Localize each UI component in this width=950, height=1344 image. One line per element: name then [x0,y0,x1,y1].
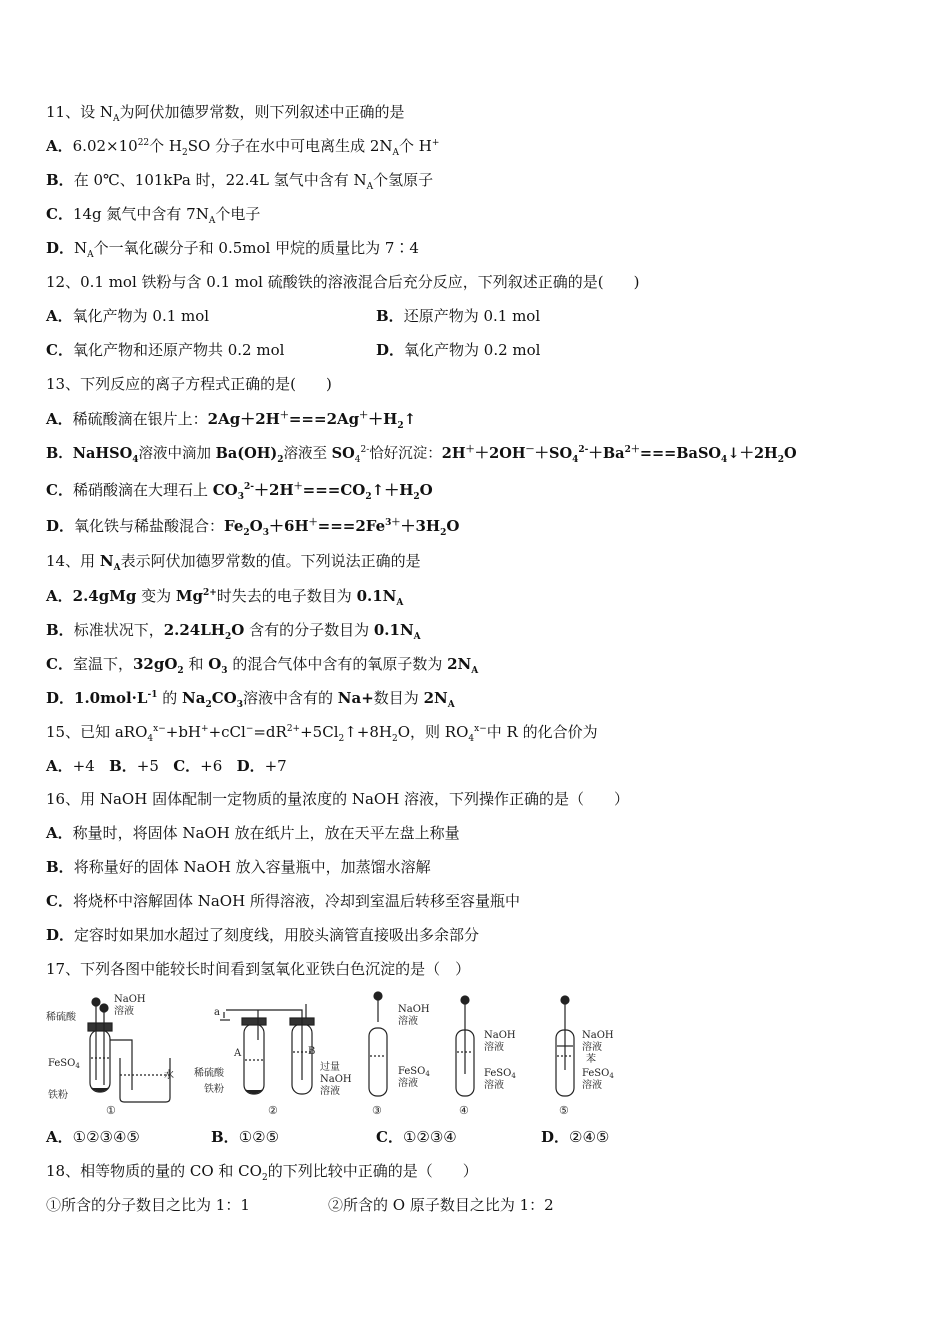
q12-option-d: D．氧化产物为 0.2 mol [376,341,541,359]
f5-sol-label: 溶液 [582,1042,602,1053]
f2-excess-label: 过量 [320,1062,340,1073]
q18-item-1: ①所含的分子数目之比为 1：1 [46,1196,250,1214]
q12-option-b: B．还原产物为 0.1 mol [376,307,541,325]
f2-a-label: a [214,1007,220,1018]
f4-feso4-label: FeSO$_4$ [484,1068,516,1080]
f2-number: ② [268,1104,278,1116]
q16-stem: 16、用 NaOH 固体配制一定物质的量浓度的 NaOH 溶液，下列操作正确的是（ ） [46,790,630,808]
q15-options: A．+4 B．+5 C．+6 D．+7 [46,757,287,775]
f3-number: ③ [372,1104,382,1116]
f5-feso4-label: FeSO$_4$ [582,1068,614,1080]
f1-water-label: 水 [164,1070,174,1081]
q14-stem: 14、用 $N_A$表示阿伏加德罗常数的值。下列说法正确的是 [46,552,421,573]
f4-naoh-label: NaOH [484,1030,516,1041]
f1-iron-label: 铁粉 [48,1090,68,1101]
f4-number: ④ [459,1104,469,1116]
q17-apparatus-figure [44,990,624,1116]
q15-stem: 15、已知 $aRO_4^{x-}+bH^++cCl^-=dR^{2+}+5Cl_2↑+8H_2O$，则 $RO_4^{x-}$中 R 的化合价为 [46,723,598,744]
q16-option-d: D．定容时如果加水超过了刻度线，用胶头滴管直接吸出多余部分 [46,926,480,944]
f1-acid-label: 稀硫酸 [46,1012,76,1023]
f5-benzene-label: 苯 [586,1054,596,1065]
f2-naoh-label: NaOH [320,1074,352,1085]
q14-option-b: B．标准状况下，$2.24LH_2O$ 含有的分子数目为 $0.1N_A$ [46,621,421,642]
q12-stem: 12、0.1 mol 铁粉与含 0.1 mol 硫酸铁的溶液混合后充分反应，下列叙述正确的是( ) [46,273,640,291]
f2-iron-label: 铁粉 [204,1084,224,1095]
f2-sol-label: 溶液 [320,1086,340,1097]
q17-option-a: A．①②③④⑤ [46,1128,140,1146]
q12-option-a: A．氧化产物为 0.1 mol [46,307,210,325]
q13-option-b: B．NaHSO$_4$溶液中滴加 $Ba(OH)_2$溶液至 $SO_4^{2-}$恰好沉淀：$2H^++2OH^-+SO_4^{2-}+Ba^{2+}===BaSO_4↓+2H_2O$ [46,445,797,465]
f2-acid-label: 稀硫酸 [194,1068,224,1079]
q13-option-d: D．氧化铁与稀盐酸混合：$Fe_2O_3+6H^+===2Fe^{3+}+3H_2O$ [46,517,460,538]
f1-naoh-label: NaOH [114,994,146,1005]
q16-option-c: C．将烧杯中溶解固体 NaOH 所得溶液，冷却到室温后转移至容量瓶中 [46,892,520,910]
figure-3-apparatus [369,992,387,1096]
q11-option-a: A．$6.02\times 10^{22}$个 $H_2SO$ 分子在水中可电离生成 $2N_A$个 H+ [46,137,440,158]
q12-option-c: C．氧化产物和还原产物共 0.2 mol [46,341,285,359]
f3-naoh-label: NaOH [398,1004,430,1015]
f3-sol-label: 溶液 [398,1016,418,1027]
q17-option-d: D．②④⑤ [541,1128,610,1146]
q11-option-d: D．$N_A$个一氧化碳分子和 0.5mol 甲烷的质量比为 7∶4 [46,239,419,260]
f2-B-label: B [308,1046,316,1057]
f3-feso4-label: FeSO$_4$ [398,1066,430,1078]
q11-option-c: C．14g 氮气中含有 $7N_A$个电子 [46,205,261,226]
q11-stem: 11、设 $N_A$为阿伏加德罗常数，则下列叙述中正确的是 [46,103,405,124]
f2-A-label: A [234,1048,242,1059]
f5-number: ⑤ [559,1104,569,1116]
f1-number: ① [106,1104,116,1116]
figure-5-apparatus [556,996,574,1096]
figure-4-apparatus [456,996,474,1096]
f4-sol-label: 溶液 [484,1042,504,1053]
q18-item-2: ②所含的 O 原子数目之比为 1：2 [328,1196,554,1214]
f1-feso4-label: FeSO$_4$ [48,1058,80,1070]
q18-stem: 18、相等物质的量的 CO 和 $CO_2$的下列比较中正确的是（ ） [46,1162,478,1183]
q14-option-c: C．室温下，$32gO_2$ 和 $O_3$ 的混合气体中含有的氧原子数为 $2N_A$ [46,655,479,676]
f5-sol2-label: 溶液 [582,1080,602,1091]
f5-naoh-label: NaOH [582,1030,614,1041]
q11-option-b: B．在 0℃、101kPa 时，22.4L 氢气中含有 $N_A$个氢原子 [46,171,434,192]
q13-stem: 13、下列反应的离子方程式正确的是( ) [46,375,332,393]
q17-stem: 17、下列各图中能较长时间看到氢氧化亚铁白色沉淀的是（ ） [46,960,471,978]
f1-sol-label: 溶液 [114,1006,134,1017]
q16-option-b: B．将称量好的固体 NaOH 放入容量瓶中，加蒸馏水溶解 [46,858,431,876]
q13-option-c: C．稀硝酸滴在大理石上 $CO_3^{2-}+2H^+===CO_2↑+H_2O$ [46,481,433,502]
q14-option-a: A．2.4gMg 变为 $Mg^{2+}$时失去的电子数目为 $0.1N_A$ [46,587,404,608]
q17-option-c: C．①②③④ [376,1128,457,1146]
q17-option-b: B．①②⑤ [211,1128,280,1146]
f4-sol2-label: 溶液 [484,1080,504,1091]
q13-option-a: A．稀硫酸滴在银片上：$2Ag+2H^+===2Ag^++H_2↑$ [46,410,417,431]
q16-option-a: A．称量时，将固体 NaOH 放在纸片上，放在天平左盘上称量 [46,824,460,842]
q14-option-d: D．$1.0mol\cdot L^{-1}$ 的 $Na_2CO_3$溶液中含有的 Na+数目为 $2N_A$ [46,689,455,710]
f3-sol2-label: 溶液 [398,1078,418,1089]
